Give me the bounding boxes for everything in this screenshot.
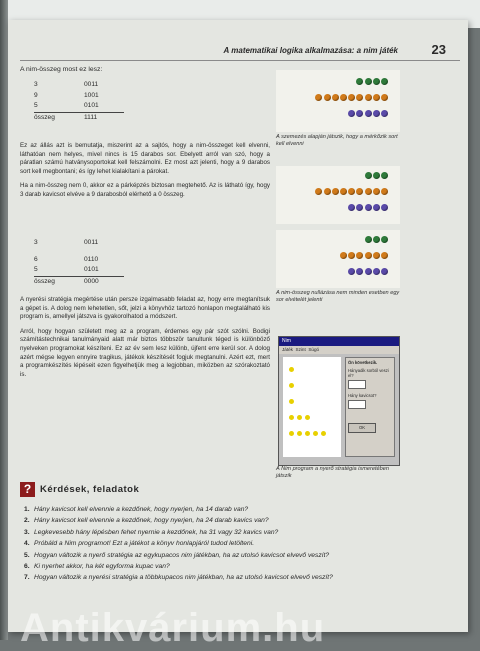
table-row: 5 0101 [34,102,99,109]
pebble [381,236,388,243]
pebble [373,268,380,275]
sum-row: összeg 1111 [34,113,98,121]
pebble [373,236,380,243]
ok-button[interactable]: OK [348,423,376,433]
pebble[interactable] [297,431,302,436]
pebble-figure-1 [276,70,400,132]
pebble [348,252,355,259]
watermark: Antikvárium.hu [20,606,326,650]
pebble [340,94,347,101]
move-dialog [345,357,395,457]
nim-program-window [278,336,400,466]
list-item: 7. Hogyan változik a nyerési stratégia a többkupacos nim játékban, ha az utolsó kavicsot elvevő veszít? [24,574,333,582]
pebble [348,94,355,101]
question-mark-icon: ? [20,482,35,497]
book-page [8,20,468,632]
pebble[interactable] [289,367,294,372]
pebble [381,94,388,101]
dialog-title: Ön következik. [348,360,378,365]
table-row: 3 0011 [34,81,99,88]
pebble [324,188,331,195]
pebble [381,204,388,211]
figure-caption-2: A nim-összeg nullázása nem minden esetben egy sor elvételét jelenti [276,290,400,304]
pebble [365,94,372,101]
pebble[interactable] [297,415,302,420]
window-menu [279,346,399,354]
pebble [373,110,380,117]
pebble[interactable] [289,415,294,420]
binary-table-1 [34,80,124,123]
field-label: Hány kavicsot? [348,393,377,398]
pebble [373,188,380,195]
pebble [340,252,347,259]
pebble [348,268,355,275]
pebble [373,252,380,259]
questions-heading: Kérdések, feladatok [40,484,140,495]
pebble [381,78,388,85]
pebble [356,268,363,275]
paragraph: Ha a nim-összeg nem 0, akkor ez a párképzés biztosan megtehető. Az is látható így, hogy 3 darab kavicsot elvéve a 9 darabosból elérhető a 0 összeg. [20,182,270,198]
pebble [365,268,372,275]
pebble [381,188,388,195]
table-row: 9 1001 [34,91,99,99]
list-item: 1. Hány kavicsot kell elvennie a kezdőnek, hogy nyerjen, ha 14 darab van? [24,506,249,513]
figure-caption-3: A Nim program a nyerő stratégia ismeretében játszik [276,466,389,480]
list-item: 3. Legkevesebb hány lépésben fehet nyernie a kezdőnek, ha 31 vagy 32 kavics van? [24,528,279,536]
pebble [348,110,355,117]
text-column-b [20,296,270,385]
menu-item[interactable]: Súgó [308,347,320,352]
pebble [356,78,363,85]
pebble [365,252,372,259]
paragraph: Arról, hogy hogyan született meg az a program, érdemes egy pár szót szólni. Bodigi számítástechnikai tanulmányaid alatt már biztos többször tanultunk téged is különböző nyelveken programokat készíteni. Ez az év sem lesz különb, újfent erre kerül sor. A dolog azért mégse legyen ennyire tragikus, játékok készítését fogjuk megtanulni. Azért ezt, mert a programkészítés lépéseit ezen figyelhetjük meg a legjobban, miközben az szórakoztató is. [20,327,270,378]
text-column-a [20,142,270,206]
table-row: 6 0110 [34,255,99,263]
pebble [348,188,355,195]
pebble [324,94,331,101]
pebble [365,172,372,179]
pebble-figure-3 [276,230,400,288]
chapter-title: A matematikai logika alkalmazása: a nim játék [223,46,398,55]
running-header [20,42,460,61]
pebble-canvas [283,357,341,457]
pebble [315,94,322,101]
table-row: 3 0011 [34,239,99,246]
pebble [348,204,355,211]
pebble [381,172,388,179]
binary-table-2 [34,238,124,287]
pebble [356,94,363,101]
count-input[interactable] [348,400,366,409]
pebble[interactable] [289,383,294,388]
list-item: 2. Hány kavicsot kell elvennie a kezdőnek, hogy nyerjen, ha 24 darab kavics van? [24,517,269,525]
row-input[interactable] [348,380,366,389]
figure-caption-1: A szemezés alapján játszik, hogy a mérkőzik sort kell elvenni [276,134,398,148]
pebble [381,268,388,275]
pebble [373,94,380,101]
pebble [356,188,363,195]
pebble [332,188,339,195]
list-item: 5. Hogyan változik a nyerő stratégia az egykupacos nim játékban, ha az utolsó kavicsot elvevő veszít? [24,551,330,559]
pebble [356,204,363,211]
page-number: 23 [431,42,446,57]
pebble[interactable] [305,415,310,420]
pebble [356,110,363,117]
pebble[interactable] [313,431,318,436]
list-item: 6. Ki nyerhet akkor, ha két egyforma kupac van? [24,563,170,571]
pebble-figure-2 [276,166,400,224]
field-label: Hányadik sorból veszi el? [348,368,389,378]
pebble [365,204,372,211]
pebble [381,252,388,259]
pebble[interactable] [321,431,326,436]
pebble[interactable] [305,431,310,436]
sum-row: összeg 0000 [34,277,99,285]
pebble[interactable] [289,399,294,404]
book-spine [0,0,8,640]
pebble [365,188,372,195]
pebble [340,188,347,195]
pebble [365,236,372,243]
pebble [356,252,363,259]
pebble [373,172,380,179]
table-row: 5 0101 [34,266,99,273]
pebble [332,94,339,101]
window-title: Nim [279,337,399,346]
paragraph: Ez az állás azt is bemutatja, miszerint az a sajtós, hogy a nim-összeget kell elvenni, láthatóan nem helyes, mivel nincs is 15 darabos sor. Ebelyett arról van szó, hogy a páratlan számú hatványsoportokat kell felszámolni. Ez most azt jelenti, hogy a 9 darabos sort kell megbontani; és így lehet kialakítani a párokat. [20,142,270,175]
intro-line: A nim-összeg most ez lesz: [20,66,103,73]
menu-item[interactable]: Játék [282,347,293,352]
pebble [381,110,388,117]
list-item: 4. Próbáld a Nim programot! Ezt a játékot a könyv honlapjáról tudod letölteni. [24,540,255,548]
pebble [315,188,322,195]
paragraph: A nyerési stratégia megértése után persze izgalmasabb feladat az, hogy erre megtanítsuk a gépet is. A dolog nem lehetetlen, sőt, jelzi a könyvhöz tartozó honlapon megtalálható kis program is, amellyel játszva is gyakorolhatod a módszert. [20,296,270,321]
pebble[interactable] [289,431,294,436]
questions-list [24,504,444,584]
pebble [373,78,380,85]
pebble [365,78,372,85]
menu-item[interactable]: Szint [295,347,306,352]
pebble [373,204,380,211]
pebble [365,110,372,117]
